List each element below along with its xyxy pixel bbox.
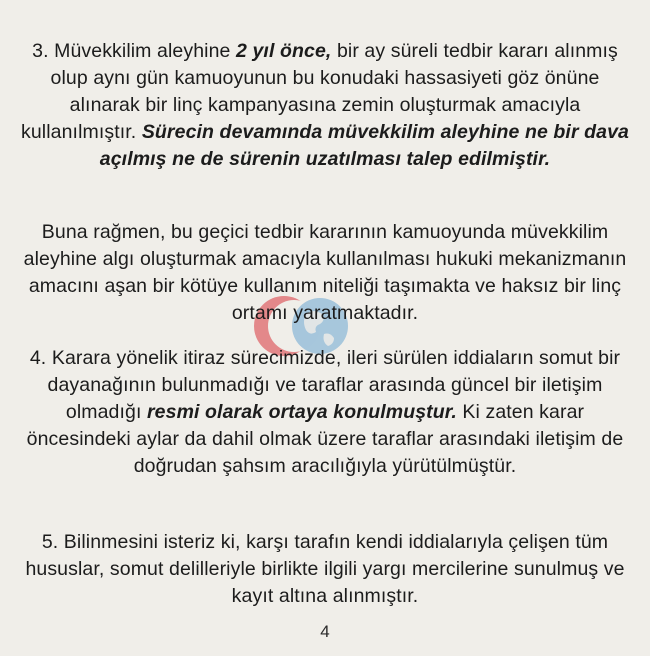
paragraph-3-lead: 3. Müvekkilim aleyhine (32, 40, 237, 62)
paragraph-3-continued: Buna rağmen, bu geçici tedbir kararının kamuoyunda müvekkilim aleyhine algı oluşturmak amacıyla kullanılması hukuki mekanizmanın amacını aşan bir kötüye kullanım niteliği taşımakta ve haksız bir linç ortamı yaratmaktadır. (23, 221, 627, 324)
paragraph-4-tail: Ki zaten karar öncesindeki aylar da dahil olmak üzere taraflar arasındaki iletişim de doğrudan şahsım aracılığıyla yürütülmüştür. (26, 401, 624, 477)
paragraph-3-middle: bir ay süreli tedbir kararı alınmış olup aynı gün kamuoyunun bu konudaki hassasiyeti göz önüne alınarak bir linç kampanyasına zemin oluşturmak amacıyla kullanılmıştır. (21, 40, 618, 143)
paragraph-3-emphasis-process: Sürecin devamında müvekkilim aleyhine ne bir dava açılmış ne de sürenin uzatılması talep edilmiştir. (99, 121, 629, 170)
paragraph-4-lead: 4. Karara yönelik itiraz sürecimizde, ileri sürülen iddiaların somut bir dayanağının bulunmadığı ve taraflar arasında güncel bir iletişim olmadığı (29, 347, 621, 423)
paragraph-3-emphasis-duration: 2 yıl önce, (236, 40, 332, 62)
paragraph-3 (20, 38, 630, 173)
paragraph-4 (20, 345, 630, 480)
page-number: 4 (320, 622, 330, 641)
paragraph-5: 5. Bilinmesini isteriz ki, karşı tarafın kendi iddialarıyla çelişen tüm hususlar, somut delilleriyle birlikte ilgili yargı mercilerine sunulmuş ve kayıt altına alınmıştır. (25, 531, 625, 607)
paragraph-4-emphasis: resmi olarak ortaya konulmuştur. (146, 401, 457, 423)
